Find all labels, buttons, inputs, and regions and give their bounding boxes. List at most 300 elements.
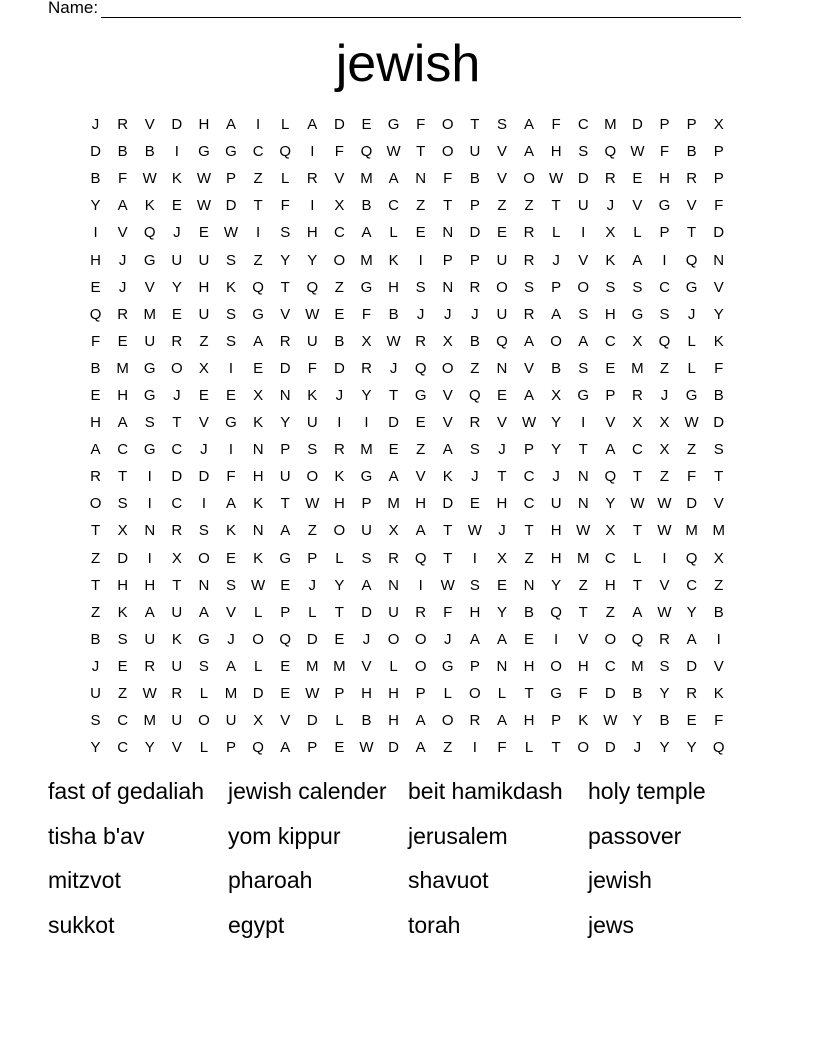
grid-letter: G	[252, 305, 264, 323]
grid-letter: V	[442, 386, 453, 404]
page-title: jewish	[335, 35, 481, 93]
grid-letter: T	[632, 576, 642, 594]
grid-letter: Z	[416, 197, 426, 215]
grid-letter: D	[361, 603, 372, 621]
grid-letter: L	[497, 685, 507, 703]
name-field[interactable]	[48, 0, 741, 18]
word-list-item: jews	[588, 912, 635, 939]
grid-letter: V	[605, 414, 616, 432]
grid-letter: U	[171, 657, 183, 675]
grid-letter: F	[226, 468, 236, 486]
grid-letter: B	[388, 305, 399, 323]
grid-letter: O	[198, 549, 210, 567]
grid-letter: Q	[604, 468, 617, 486]
grid-letter: O	[306, 468, 319, 486]
grid-letter: W	[467, 522, 482, 540]
grid-letter: M	[360, 441, 373, 459]
grid-letter: X	[117, 522, 128, 540]
grid-letter: Z	[416, 441, 426, 459]
grid-letter: J	[389, 359, 398, 377]
grid-letter: Y	[605, 495, 616, 513]
grid-letter: O	[577, 739, 590, 757]
grid-letter: G	[143, 359, 156, 377]
grid-letter: Y	[551, 414, 562, 432]
grid-letter: X	[171, 549, 182, 567]
grid-letter: S	[117, 630, 128, 648]
grid-letter: A	[361, 224, 372, 242]
grid-letter: H	[496, 495, 508, 513]
grid-letter: R	[686, 170, 698, 188]
grid-letter: N	[713, 251, 725, 269]
grid-letter: F	[578, 685, 588, 703]
grid-letter: C	[171, 441, 183, 459]
grid-letter: O	[550, 657, 562, 675]
grid-letter: O	[523, 170, 535, 188]
grid-letter: V	[496, 170, 507, 188]
grid-letter: X	[713, 116, 724, 134]
grid-letter: A	[361, 576, 372, 594]
grid-letter: N	[577, 495, 589, 513]
grid-letter: X	[388, 522, 399, 540]
word-list-item: fast of gedaliah	[48, 778, 205, 804]
grid-letter: A	[524, 143, 535, 161]
grid-letter: Q	[279, 630, 292, 648]
grid-letter: A	[198, 603, 209, 621]
grid-letter: C	[604, 332, 616, 350]
grid-letter: D	[279, 359, 291, 377]
grid-letter: R	[686, 685, 698, 703]
grid-letter: J	[118, 251, 127, 269]
grid-letter: H	[550, 522, 562, 540]
grid-letter: W	[630, 495, 645, 513]
grid-letter: B	[686, 143, 697, 161]
grid-letter: S	[605, 278, 616, 296]
grid-letter: Z	[90, 549, 101, 567]
grid-letter: J	[308, 576, 317, 594]
grid-letter: U	[469, 143, 481, 161]
grid-letter: O	[604, 630, 617, 648]
grid-letter: A	[388, 468, 399, 486]
grid-letter: Q	[252, 739, 264, 757]
grid-letter: W	[305, 685, 320, 703]
grid-letter: D	[388, 414, 399, 432]
grid-letter: G	[143, 386, 156, 404]
grid-letter: L	[199, 685, 209, 703]
word-list-item: egypt	[228, 912, 285, 939]
grid-letter: H	[388, 278, 399, 296]
grid-letter: M	[224, 685, 238, 703]
grid-letter: S	[713, 441, 724, 459]
grid-letter: F	[361, 305, 372, 323]
grid-letter: X	[496, 549, 507, 567]
grid-letter: G	[360, 468, 373, 486]
grid-letter: S	[198, 657, 209, 675]
grid-letter: D	[604, 685, 616, 703]
grid-letter: J	[444, 305, 452, 323]
grid-letter: L	[308, 603, 317, 621]
grid-letter: U	[198, 305, 210, 323]
grid-letter: A	[578, 332, 589, 350]
grid-letter: V	[686, 197, 697, 215]
grid-letter: M	[387, 495, 400, 513]
grid-letter: X	[713, 549, 724, 567]
grid-letter: H	[604, 576, 616, 594]
grid-letter: H	[604, 305, 616, 323]
grid-letter: A	[117, 414, 128, 432]
name-underline	[101, 3, 741, 18]
grid-letter: N	[442, 278, 454, 296]
grid-letter: W	[196, 170, 211, 188]
grid-letter: Q	[360, 143, 373, 161]
grid-letter: F	[659, 143, 670, 161]
grid-letter: V	[713, 657, 724, 675]
grid-letter: D	[604, 739, 616, 757]
grid-letter: Z	[90, 603, 101, 621]
grid-letter: V	[226, 603, 237, 621]
grid-letter: S	[226, 305, 237, 323]
grid-letter: Y	[551, 441, 562, 459]
grid-letter: P	[469, 197, 480, 215]
grid-letter: C	[117, 739, 129, 757]
grid-letter: E	[415, 414, 426, 432]
grid-letter: I	[256, 224, 261, 242]
grid-letter: L	[389, 224, 398, 242]
grid-letter: F	[497, 739, 507, 757]
grid-letter: D	[225, 197, 237, 215]
grid-letter: Q	[712, 739, 725, 757]
grid-letter: L	[633, 224, 642, 242]
grid-letter: Y	[280, 251, 291, 269]
grid-letter: T	[280, 278, 290, 296]
grid-letter: V	[713, 278, 724, 296]
grid-letter: F	[307, 359, 317, 377]
grid-letter: U	[225, 712, 237, 730]
grid-letter: S	[226, 251, 237, 269]
grid-letter: F	[118, 170, 128, 188]
grid-letter: S	[496, 116, 507, 134]
grid-letter: U	[279, 468, 291, 486]
grid-letter: P	[280, 441, 291, 459]
grid-letter: S	[90, 712, 101, 730]
grid-letter: G	[143, 251, 156, 269]
grid-letter: O	[441, 359, 454, 377]
grid-letter: M	[604, 116, 617, 134]
grid-letter: S	[659, 305, 670, 323]
grid-letter: N	[144, 522, 156, 540]
grid-letter: G	[279, 549, 292, 567]
grid-letter: S	[198, 522, 209, 540]
grid-letter: K	[226, 278, 237, 296]
grid-letter: P	[442, 251, 453, 269]
grid-letter: E	[524, 630, 535, 648]
grid-letter: E	[361, 116, 372, 134]
grid-letter: E	[171, 305, 182, 323]
grid-letter: J	[552, 468, 560, 486]
grid-letter: U	[198, 251, 210, 269]
grid-letter: Y	[361, 386, 372, 404]
grid-letter: K	[253, 495, 264, 513]
grid-letter: D	[577, 170, 589, 188]
grid-letter: E	[198, 386, 209, 404]
grid-letter: A	[280, 522, 291, 540]
grid-letter: B	[551, 359, 562, 377]
grid-letter: Q	[89, 305, 102, 323]
grid-letter: O	[550, 332, 562, 350]
grid-letter: J	[633, 739, 642, 757]
grid-letter: A	[524, 386, 535, 404]
grid-letter: J	[606, 197, 615, 215]
grid-letter: J	[444, 630, 452, 648]
grid-letter: P	[659, 224, 670, 242]
grid-letter: W	[305, 495, 320, 513]
word-list-item: jerusalem	[408, 822, 508, 849]
grid-letter: A	[524, 332, 535, 350]
grid-letter: D	[252, 685, 264, 703]
grid-letter: J	[687, 305, 696, 323]
grid-letter: G	[577, 386, 590, 404]
grid-letter: I	[93, 224, 98, 242]
grid-letter: X	[659, 441, 670, 459]
grid-letter: E	[253, 359, 264, 377]
grid-letter: E	[90, 278, 101, 296]
grid-letter: K	[117, 603, 128, 621]
grid-letter: Y	[632, 712, 643, 730]
grid-letter: N	[496, 359, 508, 377]
grid-letter: Y	[90, 197, 101, 215]
grid-letter: Z	[253, 251, 263, 269]
grid-letter: Q	[469, 386, 481, 404]
grid-letter: E	[334, 739, 345, 757]
grid-letter: H	[252, 468, 264, 486]
grid-letter: R	[306, 170, 318, 188]
grid-letter: J	[173, 224, 181, 242]
grid-letter: G	[658, 197, 671, 215]
grid-letter: Q	[414, 549, 427, 567]
grid-letter: G	[550, 685, 562, 703]
grid-letter: C	[604, 549, 616, 567]
grid-letter: S	[469, 576, 480, 594]
grid-letter: X	[253, 386, 264, 404]
grid-letter: R	[279, 332, 291, 350]
grid-letter: X	[253, 712, 264, 730]
grid-letter: T	[632, 522, 642, 540]
grid-letter: T	[280, 495, 290, 513]
grid-letter: B	[659, 712, 670, 730]
grid-letter: I	[228, 359, 234, 377]
grid-letter: K	[307, 386, 318, 404]
grid-letter: T	[497, 468, 507, 486]
grid-letter: P	[551, 278, 562, 296]
grid-letter: O	[496, 278, 508, 296]
grid-letter: T	[253, 197, 263, 215]
grid-letter: M	[685, 522, 698, 540]
grid-letter: E	[686, 712, 697, 730]
grid-letter: P	[659, 116, 670, 134]
grid-letter: J	[471, 305, 479, 323]
grid-letter: R	[469, 712, 481, 730]
grid-letter: Q	[604, 143, 617, 161]
grid-letter: O	[441, 116, 454, 134]
grid-letter: I	[228, 441, 234, 459]
word-list-item: pharoah	[228, 867, 313, 894]
grid-letter: F	[416, 116, 426, 134]
grid-letter: D	[90, 143, 101, 161]
grid-letter: D	[333, 116, 345, 134]
grid-letter: N	[198, 576, 210, 594]
grid-letter: F	[687, 468, 697, 486]
grid-letter: D	[388, 739, 399, 757]
grid-letter: M	[116, 359, 129, 377]
grid-letter: W	[142, 170, 157, 188]
grid-letter: H	[198, 278, 210, 296]
grid-letter: K	[713, 332, 724, 350]
grid-letter: H	[550, 549, 562, 567]
grid-letter: E	[90, 386, 101, 404]
grid-letter: V	[117, 224, 128, 242]
grid-letter: T	[551, 739, 561, 757]
grid-letter: E	[171, 197, 182, 215]
grid-letter: E	[334, 305, 345, 323]
grid-letter: Y	[496, 603, 507, 621]
grid-letter: J	[362, 630, 371, 648]
grid-letter: F	[280, 197, 290, 215]
grid-letter: U	[90, 685, 101, 703]
grid-letter: K	[334, 468, 345, 486]
grid-letter: E	[280, 576, 291, 594]
grid-letter: Q	[414, 359, 427, 377]
grid-letter: G	[360, 278, 373, 296]
grid-letter: Y	[307, 251, 318, 269]
grid-letter: B	[90, 630, 101, 648]
grid-letter: L	[551, 224, 561, 242]
word-list	[48, 778, 768, 957]
grid-letter: D	[442, 495, 454, 513]
grid-letter: A	[117, 197, 128, 215]
grid-letter: F	[334, 143, 344, 161]
grid-letter: D	[686, 495, 698, 513]
grid-letter: J	[416, 305, 425, 323]
grid-letter: B	[469, 332, 480, 350]
grid-letter: M	[333, 657, 346, 675]
grid-letter: A	[496, 712, 507, 730]
grid-letter: W	[657, 603, 672, 621]
grid-letter: A	[253, 332, 264, 350]
grid-letter: D	[713, 224, 725, 242]
grid-letter: E	[605, 359, 616, 377]
grid-letter: J	[498, 441, 506, 459]
word-list-item: tisha b'av	[48, 822, 145, 849]
grid-letter: O	[414, 630, 427, 648]
grid-letter: B	[117, 143, 128, 161]
grid-letter: C	[171, 495, 183, 513]
grid-letter: E	[496, 224, 507, 242]
grid-letter: T	[714, 468, 724, 486]
grid-letter: B	[90, 359, 101, 377]
grid-letter: J	[660, 386, 669, 404]
grid-letter: D	[171, 116, 183, 134]
grid-letter: K	[578, 712, 589, 730]
grid-letter: Q	[685, 251, 698, 269]
grid-letter: O	[441, 712, 454, 730]
grid-letter: E	[226, 386, 237, 404]
grid-letter: Q	[306, 278, 319, 296]
grid-letter: R	[523, 305, 535, 323]
grid-letter: U	[144, 332, 156, 350]
grid-letter: H	[577, 657, 589, 675]
grid-letter: D	[198, 468, 210, 486]
grid-letter: I	[147, 549, 152, 567]
grid-letter: N	[252, 441, 264, 459]
grid-letter: V	[578, 630, 589, 648]
grid-letter: P	[226, 739, 237, 757]
grid-letter: I	[662, 549, 667, 567]
grid-letter: U	[306, 332, 318, 350]
grid-letter: D	[686, 657, 698, 675]
grid-letter: Z	[524, 197, 534, 215]
grid-letter: N	[496, 657, 508, 675]
grid-letter: R	[388, 549, 399, 567]
grid-letter: V	[280, 305, 291, 323]
grid-letter: C	[604, 657, 616, 675]
grid-letter: D	[306, 712, 318, 730]
grid-letter: C	[659, 278, 670, 296]
grid-letter: H	[306, 224, 318, 242]
grid-letter: I	[418, 251, 423, 269]
grid-letter: G	[387, 116, 400, 134]
grid-letter: S	[578, 143, 589, 161]
grid-letter: T	[443, 522, 453, 540]
grid-letter: O	[198, 712, 210, 730]
grid-letter: L	[524, 739, 534, 757]
grid-letter: L	[335, 549, 344, 567]
grid-letter: Y	[686, 739, 697, 757]
grid-letter: T	[388, 386, 399, 404]
grid-letter: G	[441, 657, 454, 675]
grid-letter: T	[551, 197, 561, 215]
grid-letter: U	[306, 414, 318, 432]
grid-letter: I	[147, 468, 152, 486]
grid-letter: W	[386, 332, 401, 350]
grid-letter: L	[335, 712, 344, 730]
grid-letter: T	[416, 143, 426, 161]
grid-letter: I	[662, 251, 667, 269]
grid-letter: V	[442, 414, 453, 432]
grid-letter: D	[469, 224, 481, 242]
grid-letter: X	[632, 332, 643, 350]
grid-letter: O	[414, 657, 427, 675]
grid-letter: R	[469, 278, 481, 296]
grid-letter: T	[90, 576, 101, 594]
grid-letter: C	[117, 712, 129, 730]
grid-letter: S	[280, 224, 291, 242]
grid-letter: I	[581, 414, 586, 432]
grid-letter: J	[471, 468, 479, 486]
grid-letter: S	[226, 332, 237, 350]
grid-letter: C	[388, 197, 399, 215]
grid-letter: F	[90, 332, 101, 350]
grid-letter: S	[144, 414, 155, 432]
grid-letter: L	[281, 116, 290, 134]
grid-letter: W	[576, 522, 591, 540]
grid-letter: D	[117, 549, 129, 567]
grid-letter: Z	[524, 549, 534, 567]
grid-letter: A	[496, 630, 507, 648]
grid-letter: A	[632, 251, 643, 269]
grid-letter: I	[554, 630, 559, 648]
grid-letter: H	[198, 116, 210, 134]
grid-letter: V	[171, 739, 182, 757]
grid-letter: B	[469, 170, 480, 188]
